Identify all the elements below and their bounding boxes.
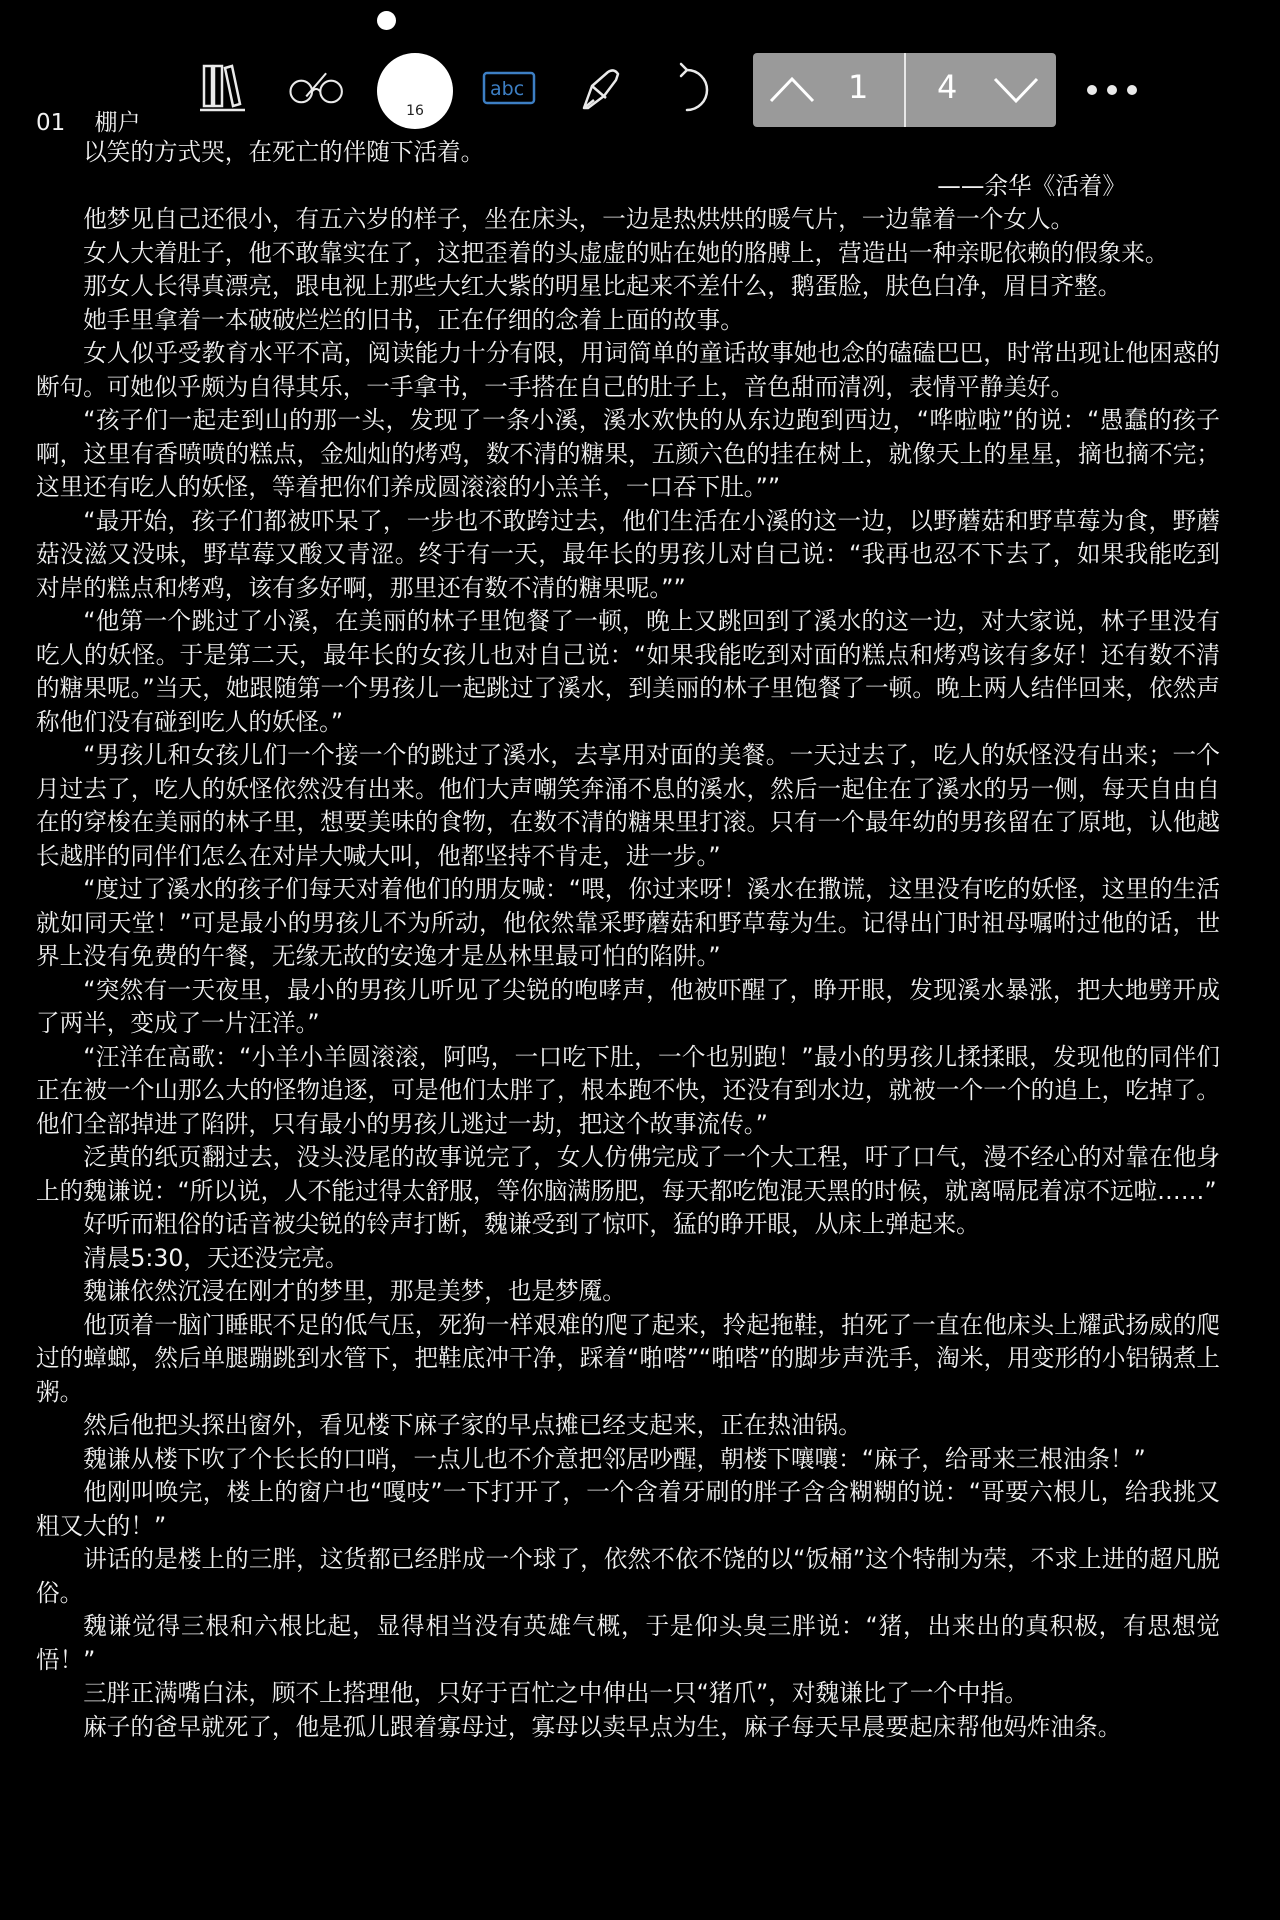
paragraph: 魏谦从楼下吹了个长长的口哨，一点儿也不介意把邻居吵醒，朝楼下嚷嚷：“麻子，给哥来三根油条！”	[83, 1444, 1146, 1473]
paragraph: 女人似乎受教育水平不高，阅读能力十分有限，用词简单的童话故事她也念的磕磕巴巴，时常出现让他困惑的断句。可她似乎颇为自得其乐，一手拿书，一手搭在自己的肚子上，音色甜而清冽，表情平静美好。	[36, 339, 1220, 401]
reading-content[interactable]	[36, 136, 1220, 1744]
paragraph: 他梦见自己还很小，有五六岁的样子，坐在床头，一边是热烘烘的暖气片，一边靠着一个女人。	[83, 205, 1075, 233]
glasses-icon	[288, 60, 346, 118]
epigraph: 以笑的方式哭，在死亡的伴随下活着。	[83, 138, 485, 166]
ellipsis-icon	[1082, 60, 1142, 120]
paragraph: 然后他把头探出窗外，看见楼下麻子家的早点摊已经支起来，正在热油锅。	[83, 1411, 862, 1439]
chapter-heading	[36, 104, 141, 137]
paragraph: “男孩儿和女孩儿们一个接一个的跳过了溪水，去享用对面的美餐。一天过去了，吃人的妖怪没有出来；一个月过去了，吃人的妖怪依然没有出来。他们大声嘲笑奔涌不息的溪水，然后一起住在了溪水的另一侧，每天自由自在的穿梭在美丽的林子里，想要美味的食物，在数不清的糖果里打滚。只有一个最年幼的男孩留在了原地，认他越长越胖的同伴们怎么在对岸大喊大叫，他都坚持不肯走，进一步。”	[36, 741, 1220, 870]
paragraph: “孩子们一起走到山的那一头，发现了一条小溪，溪水欢快的从东边跑到西边，“哗啦啦”的说：“愚蠢的孩子啊，这里有香喷喷的糕点，金灿灿的烤鸡，数不清的糖果，五颜六色的挂在树上，就像天上的星星，摘也摘不完；这里还有吃人的妖怪，等着把你们养成圆滚滚的小羔羊，一口吞下肚。””	[36, 406, 1220, 501]
font-size-button[interactable]	[377, 53, 453, 129]
more-options-button[interactable]	[1082, 60, 1142, 120]
highlight-button[interactable]	[574, 60, 632, 118]
paragraph: 他顶着一脑门睡眠不足的低气压，死狗一样艰难的爬了起来，拎起拖鞋，拍死了一直在他床头上耀武扬威的爬过的蟑螂，然后单腿蹦跳到水管下，把鞋底冲干净，踩着“啪嗒”“啪嗒”的脚步声洗手，淘米，用变形的小铝锅煮上粥。	[36, 1310, 1220, 1406]
chevron-up-icon	[765, 63, 819, 117]
paragraph: 清晨5:30，天还没完亮。	[83, 1243, 349, 1272]
chapter-number: 01	[36, 110, 66, 136]
current-page-number[interactable]: 1	[848, 68, 869, 106]
font-size-value: 16	[406, 103, 424, 119]
page-navigator	[753, 53, 1056, 127]
paragraph: “汪洋在高歌：“小羊小羊圆滚滚，阿呜，一口吃下肚，一个也别跑！”最小的男孩儿揉揉眼，发现他的同伴们正在被一个山那么大的怪物追逐，可是他们太胖了，根本跑不快，还没有到水边，就被一个一个的追上，吃掉了。他们全部掉进了陷阱，只有最小的男孩儿逃过一劫，把这个故事流传。”	[36, 1042, 1220, 1138]
total-page-number: 4	[937, 68, 958, 106]
paragraph: 魏谦觉得三根和六根比起，显得相当没有英雄气概，于是仰头臭三胖说：“猪，出来出的真积极，有思想觉悟！”	[36, 1612, 1220, 1674]
undo-icon	[667, 60, 725, 118]
paragraph: 那女人长得真漂亮，跟电视上那些大红大紫的明星比起来不差什么，鹅蛋脸，肤色白净，眉目齐整。	[83, 272, 1122, 300]
translate-button[interactable]	[481, 60, 539, 118]
paragraph: “突然有一天夜里，最小的男孩儿听见了尖锐的咆哮声，他被吓醒了，睁开眼，发现溪水暴涨，把大地劈开成了两半，变成了一片汪洋。”	[36, 975, 1220, 1037]
pager-divider	[904, 53, 906, 127]
paragraph: 他刚叫唤完，楼上的窗户也“嘎吱”一下打开了，一个含着牙刷的胖子含含糊糊的说：“哥要六根儿，给我挑又粗又大的！”	[36, 1478, 1220, 1540]
reading-mode-button[interactable]	[288, 60, 346, 118]
paragraph: “他第一个跳过了小溪，在美丽的林子里饱餐了一顿，晚上又跳回到了溪水的这一边，对大家说，林子里没有吃人的妖怪。于是第二天，最年长的女孩儿也对自己说：“如果我能吃到对面的糕点和烤鸡该有多好！还有数不清的糖果呢。”当天，她跟随第一个男孩儿一起跳过了溪水，到美丽的林子里饱餐了一顿。晚上两人结伴回来，依然声称他们没有碰到吃人的妖怪。”	[36, 607, 1220, 736]
bookshelf-icon	[195, 60, 253, 118]
paragraph: “度过了溪水的孩子们每天对着他们的朋友喊：“喂，你过来呀！溪水在撒谎，这里没有吃的妖怪，这里的生活就如同天堂！”可是最小的男孩儿不为所动，他依然靠采野蘑菇和野草莓为生。记得出门时祖母嘱咐过他的话，世界上没有免费的午餐，无缘无故的安逸才是丛林里最可怕的陷阱。”	[36, 875, 1220, 970]
chevron-down-icon	[989, 63, 1043, 117]
paragraph: 讲话的是楼上的三胖，这货都已经胖成一个球了，依然不依不饶的以“饭桶”这个特制为荣，不求上进的超凡脱俗。	[36, 1545, 1220, 1607]
paragraph: 泛黄的纸页翻过去，没头没尾的故事说完了，女人仿佛完成了一个大工程，吁了口气，漫不经心的对靠在他身上的魏谦说：“所以说，人不能过得太舒服，等你脑满肠肥，每天都吃饱混天黑的时候，就离嗝屁着凉不远啦……”	[36, 1143, 1220, 1205]
epigraph-attribution: ——余华《活着》	[937, 171, 1126, 200]
toolbar-drag-handle[interactable]	[377, 11, 396, 30]
paragraph: “最开始，孩子们都被吓呆了，一步也不敢跨过去，他们生活在小溪的这一边，以野蘑菇和野草莓为食，野蘑菇没滋又没味，野草莓又酸又青涩。终于有一天，最年长的男孩儿对自己说：“我再也忍不下去了，如果我能吃到对岸的糕点和烤鸡，该有多好啊，那里还有数不清的糖果呢。””	[36, 506, 1220, 602]
paragraph: 魏谦依然沉浸在刚才的梦里，那是美梦，也是梦魇。	[83, 1277, 626, 1305]
paragraph: 麻子的爸早就死了，他是孤儿跟着寡母过，寡母以卖早点为生，麻子每天早晨要起床帮他妈炸油条。	[83, 1712, 1122, 1741]
chapter-title: 棚户	[94, 110, 141, 136]
undo-button[interactable]	[667, 60, 725, 118]
library-button[interactable]	[195, 60, 253, 118]
translate-label: abc	[490, 78, 525, 100]
paragraph: 她手里拿着一本破破烂烂的旧书，正在仔细的念着上面的故事。	[83, 305, 744, 334]
paragraph: 好听而粗俗的话音被尖锐的铃声打断，魏谦受到了惊吓，猛的睁开眼，从床上弹起来。	[83, 1210, 980, 1238]
paragraph: 女人大着肚子，他不敢靠实在了，这把歪着的头虚虚的贴在她的胳膊上，营造出一种亲昵依赖的假象来。	[83, 238, 1169, 267]
page-down-button[interactable]	[989, 63, 1043, 117]
page-up-button[interactable]	[765, 63, 819, 117]
paragraph: 三胖正满嘴白沫，顾不上搭理他，只好于百忙之中伸出一只“猪爪”，对魏谦比了一个中指。	[83, 1679, 1028, 1707]
pen-icon	[574, 60, 632, 118]
